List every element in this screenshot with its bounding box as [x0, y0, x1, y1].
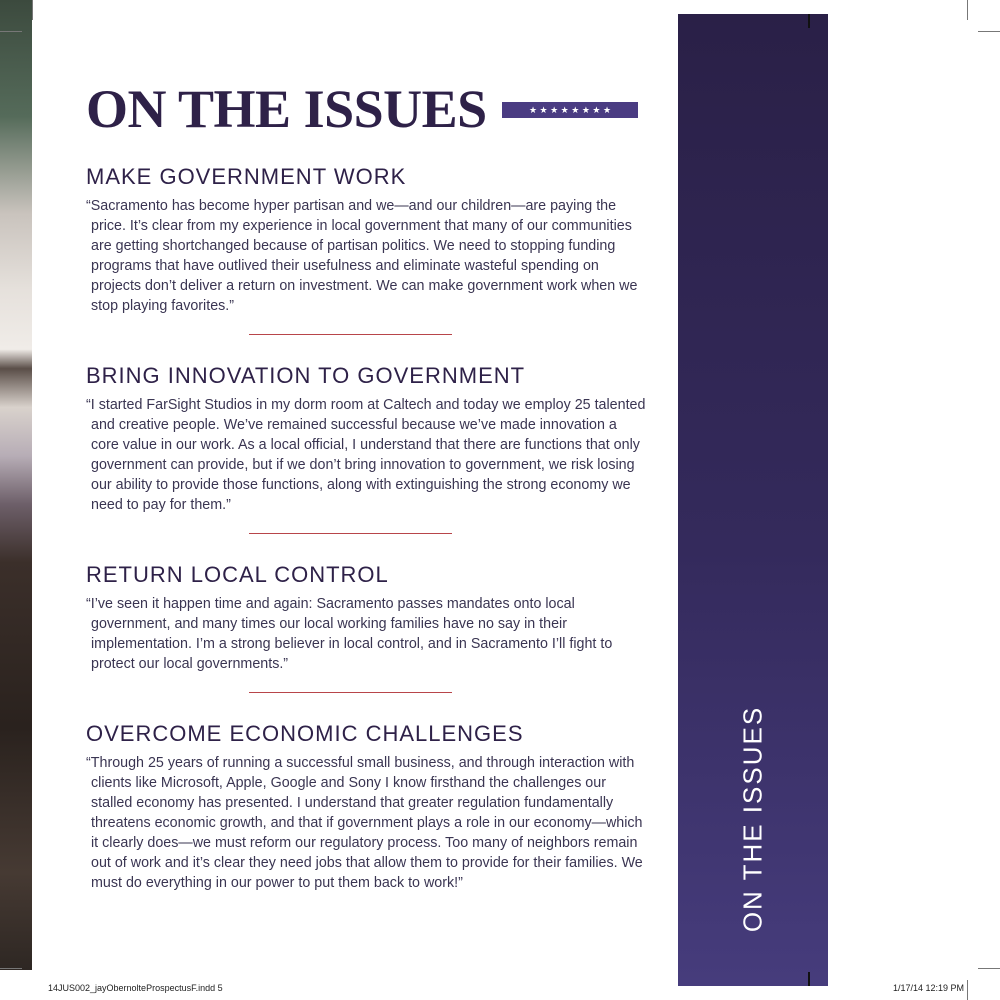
issue-quote: “I started FarSight Studios in my dorm room at Caltech and today we employ 25 talented and creative people. We’ve remained successful because we’ve made innovation a core value in our work. As a local official, I understand that there are functions that only government can provide, but if we don’t bring innovation to government, we risk losing our ability to provide those functions, along with extinguishing the strong economy we need to pay for them.” [86, 397, 646, 513]
crop-mark [0, 31, 22, 32]
sidebar-label: ON THE ISSUES [737, 705, 768, 933]
section-divider [249, 533, 452, 534]
sidebar-panel [678, 14, 828, 986]
issue-quote: “I’ve seen it happen time and again: Sacramento passes mandates onto local government, and many times our local working families have no say in their implementation. I’m a strong believer in local control, and in Sacramento I’ll fight to protect our local governments.” [86, 596, 613, 672]
footer-file-slug: 14JUS002_jayObernolteProspectusF.indd 5 [48, 983, 223, 993]
page-title: ON THE ISSUES [86, 79, 487, 139]
issue-quote: “Through 25 years of running a successful small business, and through interaction with clients like Microsoft, Apple, Google and Sony I know firsthand the challenges our stalled economy has presented. I understand that greater regulation fundamentally threatens economic growth, and that if government plays a role in our economy—which it clearly does—we must reform our regulatory process. Too many of neighbors remain out of work and it’s clear they need jobs that allow them to provide for their families. We must do everything in our power to put them back to work!” [86, 755, 643, 891]
crop-mark [967, 0, 968, 20]
issue-section [86, 164, 646, 316]
stars-banner [502, 102, 638, 118]
issue-section [86, 562, 646, 674]
panel-tick-mark [808, 972, 810, 986]
section-divider [249, 692, 452, 693]
panel-tick-mark [808, 14, 810, 28]
issue-section [86, 721, 646, 893]
crop-mark [967, 980, 968, 1000]
issue-section [86, 363, 646, 515]
issue-quote: “Sacramento has become hyper partisan and we—and our children—are paying the price. It’s clear from my experience in local government that many of our communities are getting shortchanged because of partisan politics. We need to stopping funding programs that have outlived their usefulness and eliminate wasteful spending on projects don’t deliver a return on investment. We can make government work when we stop playing favorites.” [86, 198, 638, 314]
crop-mark [978, 31, 1000, 32]
crop-mark [0, 968, 22, 969]
footer-timestamp: 1/17/14 12:19 PM [892, 983, 964, 993]
issue-heading: MAKE GOVERNMENT WORK [86, 164, 407, 189]
section-divider [249, 334, 452, 335]
crop-mark [32, 0, 33, 20]
crop-mark [978, 968, 1000, 969]
issue-heading: BRING INNOVATION TO GOVERNMENT [86, 363, 526, 388]
cover-photo-edge [0, 0, 32, 970]
issue-heading: OVERCOME ECONOMIC CHALLENGES [86, 721, 524, 746]
stars-icon: ★ ★ ★ ★ ★ ★ ★ ★ [528, 104, 612, 115]
issue-heading: RETURN LOCAL CONTROL [86, 562, 389, 587]
